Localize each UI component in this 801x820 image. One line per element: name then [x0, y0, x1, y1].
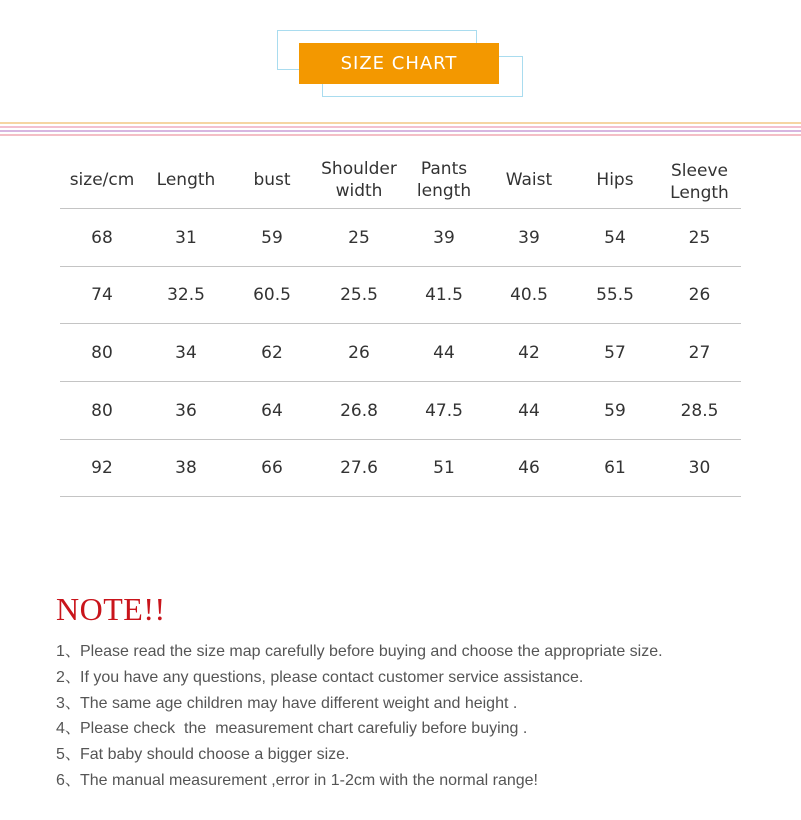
column-header-hips: Hips — [596, 170, 634, 190]
note-number: 5、 — [56, 746, 81, 764]
note-number: 2、 — [56, 668, 81, 686]
table-cell: 26.8 — [340, 400, 378, 421]
table-cell: 30 — [688, 458, 711, 478]
table-cell: 46 — [518, 458, 540, 478]
column-header-sleeve-length: Sleeve Length — [670, 161, 729, 203]
table-cell: 74 — [91, 285, 113, 305]
note-number: 3、 — [56, 694, 81, 712]
table-cell: 55.5 — [596, 285, 634, 305]
table-cell: 32.5 — [167, 285, 205, 305]
table-cell: 34 — [175, 342, 197, 363]
column-header-size: size/cm — [69, 170, 135, 190]
note-text: Fat baby should choose a bigger size. — [80, 746, 350, 764]
table-cell: 66 — [261, 458, 283, 478]
note-title: NOTE!! — [56, 591, 166, 627]
note-text: The same age children may have different weight and height . — [80, 694, 518, 712]
note-number: 1、 — [56, 643, 81, 660]
table-cell: 44 — [518, 400, 540, 421]
note-number: 6、 — [56, 771, 81, 789]
stripe — [0, 126, 801, 128]
note-text: Please read the size map carefully before buying and choose the appropriate size. — [80, 643, 663, 660]
note-item — [56, 641, 663, 667]
table-cell: 51 — [433, 458, 455, 478]
table-cell: 60.5 — [253, 285, 291, 305]
table-cell: 42 — [518, 342, 540, 363]
page-title: SIZE CHART — [299, 43, 499, 84]
note-item — [56, 770, 663, 796]
table-cell: 59 — [261, 227, 283, 248]
column-header-bust: bust — [253, 170, 291, 190]
table-cell: 26 — [688, 285, 711, 305]
table-cell: 39 — [518, 227, 540, 248]
note-text: The manual measurement ,error in 1-2cm with the normal range! — [80, 771, 538, 789]
table-cell: 62 — [261, 342, 283, 363]
table-cell: 44 — [433, 342, 455, 363]
table-cell: 54 — [604, 227, 626, 248]
table-cell: 68 — [91, 227, 113, 248]
stripe — [0, 122, 801, 124]
column-header-waist: Waist — [505, 170, 553, 190]
table-cell: 64 — [261, 400, 283, 421]
decorative-stripes — [0, 122, 801, 138]
table-cell: 36 — [175, 400, 197, 421]
stripe — [0, 130, 801, 132]
note-item — [56, 718, 663, 744]
column-header-pants-length: Pants length — [416, 159, 472, 201]
table-row — [60, 382, 741, 440]
table-cell: 27.6 — [340, 458, 378, 478]
table-header-row — [60, 152, 741, 209]
table-cell: 57 — [604, 342, 626, 363]
stripe — [0, 134, 801, 136]
table-cell: 26 — [348, 342, 370, 363]
note-item — [56, 693, 663, 719]
table-cell: 25 — [688, 227, 711, 248]
size-chart-badge — [277, 30, 523, 97]
table-cell: 39 — [433, 227, 455, 248]
table-row — [60, 324, 741, 382]
table-cell: 25.5 — [340, 285, 378, 305]
table-cell: 28.5 — [680, 400, 719, 421]
table-cell: 47.5 — [425, 400, 463, 421]
note-text: Please check the measurement chart carefuliy before buying . — [80, 720, 528, 738]
table-cell: 61 — [604, 458, 626, 478]
size-table — [60, 152, 741, 497]
table-cell: 92 — [91, 458, 113, 478]
table-row — [60, 440, 741, 497]
note-list — [56, 641, 663, 796]
table-row — [60, 209, 741, 267]
note-item — [56, 744, 663, 770]
note-item — [56, 667, 663, 693]
table-cell: 38 — [175, 458, 197, 478]
table-row — [60, 267, 741, 324]
table-cell: 40.5 — [510, 285, 548, 305]
column-header-length: Length — [156, 170, 216, 190]
table-cell: 25 — [348, 227, 370, 248]
table-cell: 31 — [175, 227, 197, 248]
table-cell: 80 — [91, 342, 113, 363]
note-number: 4、 — [56, 720, 81, 738]
table-cell: 59 — [604, 400, 626, 421]
note-text: If you have any questions, please contact customer service assistance. — [80, 668, 584, 686]
column-header-shoulder-width: Shoulder width — [321, 159, 397, 201]
table-cell: 27 — [688, 342, 711, 363]
table-cell: 80 — [91, 400, 113, 421]
table-cell: 41.5 — [425, 285, 463, 305]
